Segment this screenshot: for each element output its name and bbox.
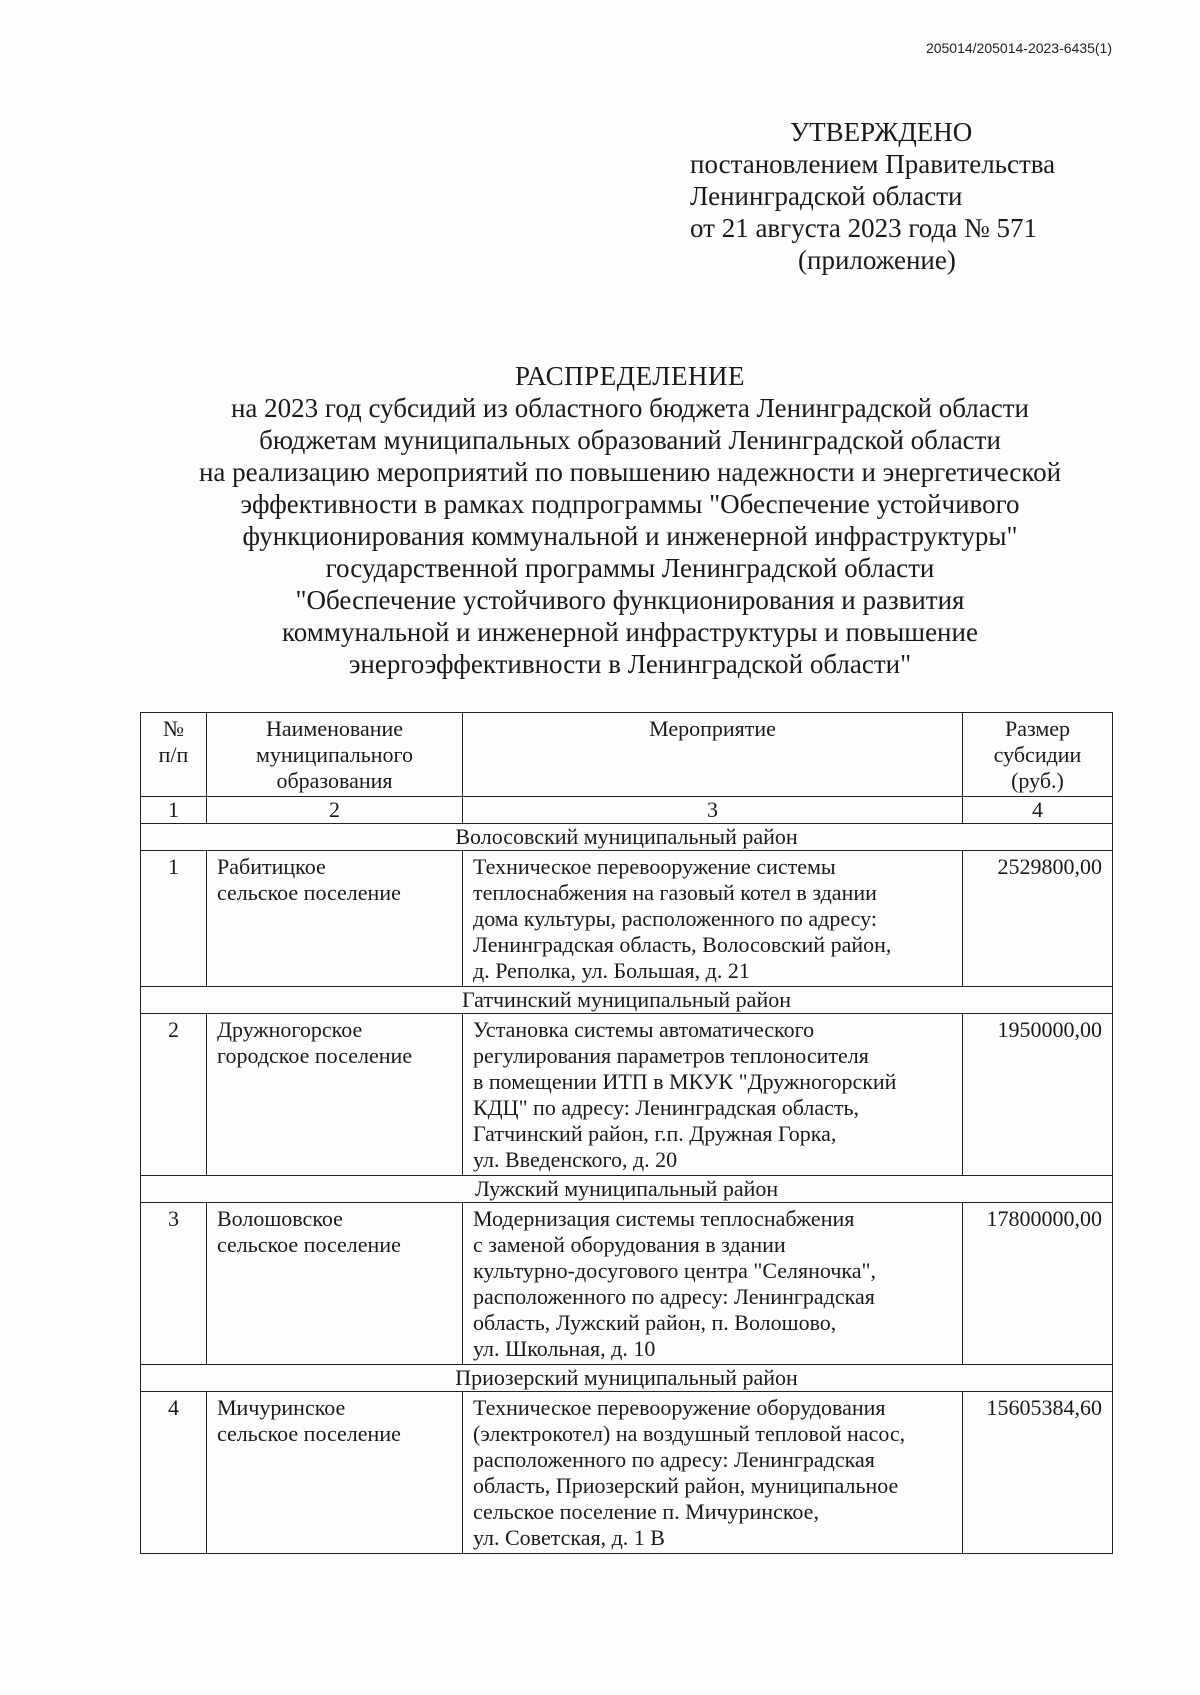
- approval-stamp: [690, 116, 1055, 276]
- title-line: коммунальной и инженерной инфраструктуры и повышение: [282, 617, 978, 647]
- district-name: Гатчинский муниципальный район: [141, 987, 1113, 1014]
- row-amount: 17800000,00: [963, 1203, 1113, 1365]
- column-number: 1: [141, 797, 207, 824]
- row-amount: 1950000,00: [963, 1014, 1113, 1176]
- table-header-row: [141, 713, 1113, 797]
- row-amount: 2529800,00: [963, 851, 1113, 987]
- document-title: [130, 360, 1130, 680]
- approval-line-approved: УТВЕРЖДЕНО: [790, 117, 973, 147]
- title-line: функционирования коммунальной и инженерной инфраструктуры": [242, 521, 1018, 551]
- header-amount: Размер субсидии (руб.): [963, 713, 1113, 797]
- row-event: Модернизация системы теплоснабжения с заменой оборудования в здании культурно-досугового центра "Селяночка", расположенного по адресу: Ленинградская область, Лужский район, п. Волошово, ул. Школьная, д. 10: [463, 1203, 963, 1365]
- column-numbers-row: [141, 797, 1113, 824]
- subsidy-distribution-table: [140, 712, 1113, 1554]
- approval-line-appendix: (приложение): [798, 245, 956, 275]
- title-line: государственной программы Ленинградской области: [325, 553, 935, 583]
- header-num: № п/п: [141, 713, 207, 797]
- row-municipality: Дружногорское городское поселение: [207, 1014, 463, 1176]
- column-number: 2: [207, 797, 463, 824]
- row-municipality: Рабитицкое сельское поселение: [207, 851, 463, 987]
- table-row: [141, 851, 1113, 987]
- row-event: Установка системы автоматического регулирования параметров теплоносителя в помещении ИТП в МКУК "Дружногорский КДЦ" по адресу: Ленинградская область, Гатчинский район, г.п. Дружная Горка, ул. Введенского, д. 20: [463, 1014, 963, 1176]
- district-name: Приозерский муниципальный район: [141, 1365, 1113, 1392]
- column-number: 4: [963, 797, 1113, 824]
- approval-line-region: Ленинградской области: [690, 181, 963, 211]
- district-name: Волосовский муниципальный район: [141, 824, 1113, 851]
- district-row: [141, 987, 1113, 1014]
- title-line: на 2023 год субсидий из областного бюджета Ленинградской области: [230, 393, 1029, 423]
- header-event: Мероприятие: [463, 713, 963, 797]
- table-row: [141, 1392, 1113, 1554]
- district-row: [141, 824, 1113, 851]
- document-number: 205014/205014-2023-6435(1): [925, 40, 1112, 56]
- title-line: на реализацию мероприятий по повышению надежности и энергетической: [198, 457, 1062, 487]
- title-line: энергоэффективности в Ленинградской области": [348, 649, 912, 679]
- title-line: эффективности в рамках подпрограммы "Обеспечение устойчивого: [240, 489, 1020, 519]
- district-name: Лужский муниципальный район: [141, 1176, 1113, 1203]
- row-event: Техническое перевооружение оборудования (электрокотел) на воздушный тепловой насос, расположенного по адресу: Ленинградская область, Приозерский район, муниципальное сельское поселение п. Мичуринское, ул. Советская, д. 1 В: [463, 1392, 963, 1554]
- row-municipality: Волошовское сельское поселение: [207, 1203, 463, 1365]
- table-row: [141, 1203, 1113, 1365]
- title-line: бюджетам муниципальных образований Ленинградской области: [259, 425, 1001, 455]
- row-municipality: Мичуринское сельское поселение: [207, 1392, 463, 1554]
- header-municipality: Наименование муниципального образования: [207, 713, 463, 797]
- row-num: 3: [141, 1203, 207, 1365]
- row-amount: 15605384,60: [963, 1392, 1113, 1554]
- approval-line-date: от 21 августа 2023 года № 571: [690, 213, 1037, 243]
- table-row: [141, 1014, 1113, 1176]
- row-num: 2: [141, 1014, 207, 1176]
- title-heading: РАСПРЕДЕЛЕНИЕ: [514, 361, 746, 391]
- district-row: [141, 1365, 1113, 1392]
- title-line: "Обеспечение устойчивого функционирования и развития: [295, 585, 965, 615]
- row-event: Техническое перевооружение системы теплоснабжения на газовый котел в здании дома культуры, расположенного по адресу: Ленинградская область, Волосовский район, д. Реполка, ул. Большая, д. 21: [463, 851, 963, 987]
- row-num: 4: [141, 1392, 207, 1554]
- approval-line-resolution: постановлением Правительства: [690, 149, 1056, 179]
- column-number: 3: [463, 797, 963, 824]
- row-num: 1: [141, 851, 207, 987]
- district-row: [141, 1176, 1113, 1203]
